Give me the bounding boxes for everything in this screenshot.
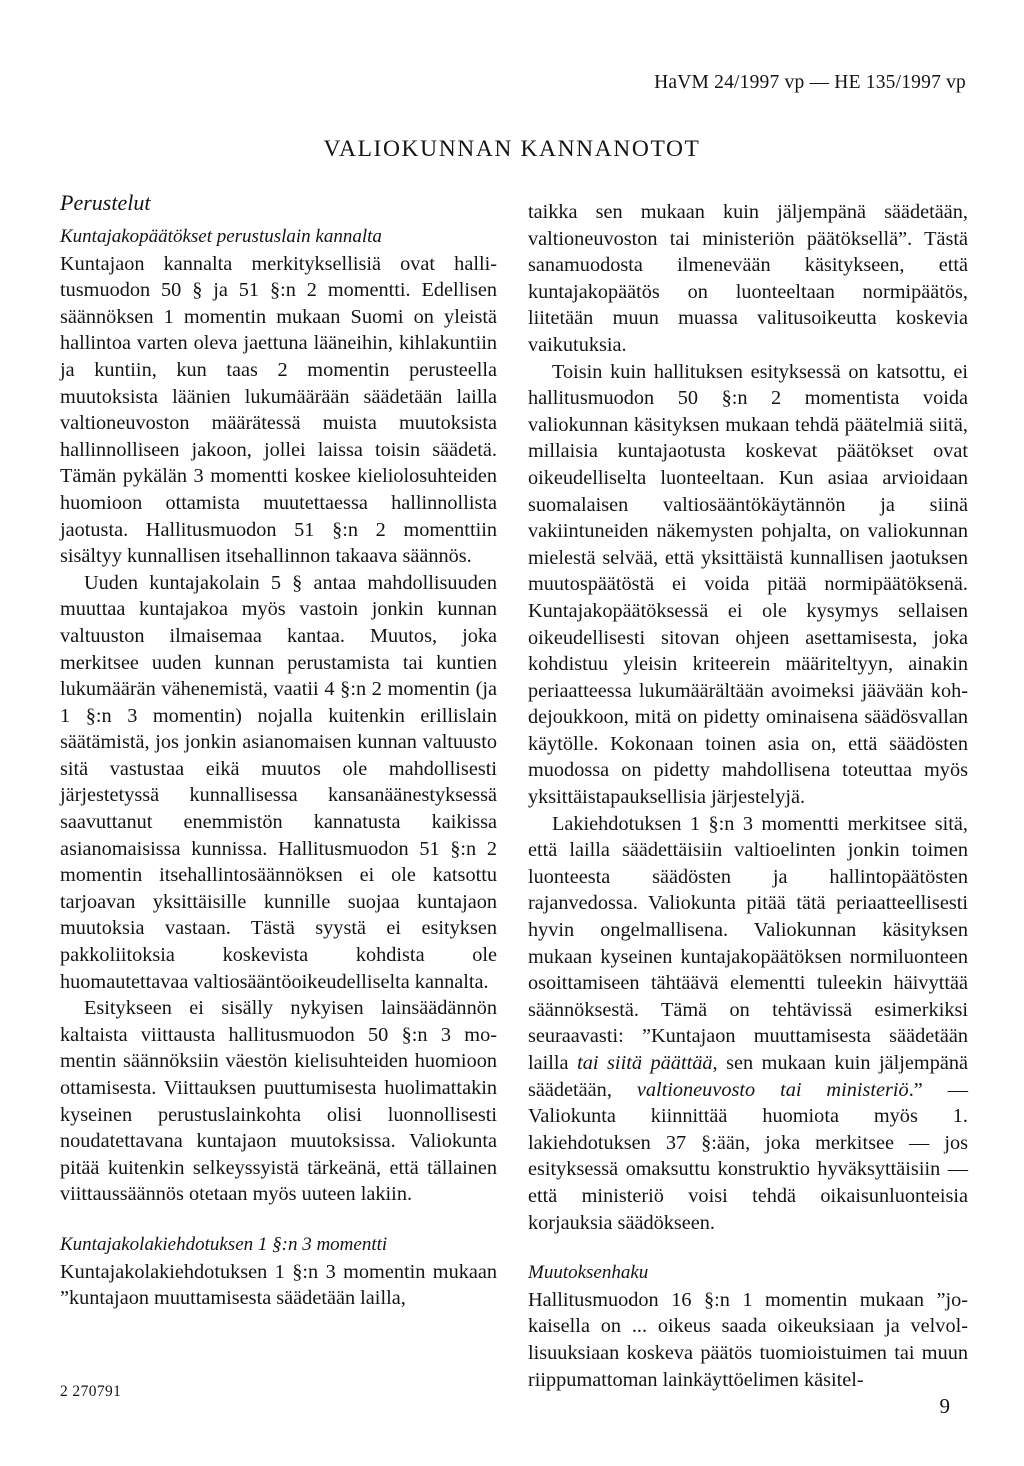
paragraph-3: Esitykseen ei sisälly nykyisen lainsäädännön kaltaista viittausta hallitusmuodon 50 §:n 3 momentin säännöksiin väestön kielisuhteiden huomioon ottamisesta. Viittauksen puuttumisesta huolimattakin kyseinen perustuslainkohta olisi luonnollisesti noudatettavana kuntajaon muutoksissa. Valiokunta pitää kuitenkin selkeyssyistä tärkeänä, että tällainen viittaussäännös otetaan myös uuteen lakiin.	[60, 997, 497, 1206]
paragraph-7	[528, 811, 968, 1237]
right-column	[528, 199, 968, 1393]
subheading-kuntajakopaatokset: Kuntajakopäätökset perustuslain kannalta	[60, 226, 382, 247]
subheading-kuntajakolakiehdotus: Kuntajakolakiehdotuksen 1 §:n 3 momentti	[60, 1233, 388, 1255]
paragraph-6: Toisin kuin hallituksen esityksessä on katsottu, ei hallitusmuodon 50 §:n 2 momentista voida valiokunnan käsityksen mukaan tehdä päätelmiä siitä, millaisia kuntajaotusta koskevat päätökset ovat oikeudelliselta luonteeltaan. Kun asiaa arvioidaan suomalaisen valtiosääntökäytännön ja siinä vakiintuneiden näkemysten pohjalta, on valiokunnan mielestä selvää, että yksittäistä kunnallisen jaotuksen muutospäätöstä ei voida pitää normipäätöksenä. Kuntajakopäätöksessä ei ole kysymys sellaisen oikeudellisesti sitovan ohjeen asettamisesta, joka kohdistuu yleisin kriteerein määriteltyyn, ainakin periaatteessa lukumäärältään avoimeksi jäävään kohdejoukkoon, mitä on pidetty ominaisena säädösvallan käytölle. Kokonaan toinen asia on, että säädösten muodossa on pidetty mahdollisena toteuttaa myös yksittäistapauksellisia järjestelyjä.	[528, 360, 968, 809]
paragraph-7-text-a: Lakiehdotuksen 1 §:n 3 momentti merkitsee sitä, että lailla säädettäisiin valtioelinten jonkin toimen luonteesta säädösten ja hallintopäätösten rajanvedossa. Valiokunta pitää tätä periaatteellisesti hyvin ongelmallisena. Valiokunnan käsityksen mukaan kyseinen kuntajakopäätöksen normiluonteen osoittamiseen tähtäävä elementti tuleekin häivyttää säännöksestä. Tämä on tehtävissä esimerkiksi seuraavasti: ”Kuntajaon muuttamisesta säädetään lailla	[528, 812, 968, 1074]
section-title-perustelut: Perustelut	[60, 190, 151, 215]
paragraph-7-text-c: .” — Valiokunta kiinnittää huomiota myös 1. lakiehdotuksen 37 §:ään, joka merkitsee — jos esityksessä omaksuttu konstruktio hyväksyttäisiin — että ministeriö voisi tehdä oikaisunluonteisia korjauksia säädökseen.	[528, 1078, 968, 1234]
footer-code: 2 270791	[60, 1383, 122, 1400]
main-heading: VALIOKUNNAN KANNANOTOT	[323, 136, 701, 162]
left-column	[60, 190, 497, 1312]
paragraph-4: Kuntajakolakiehdotuksen 1 §:n 3 momentin mukaan ”kuntajaon muuttamisesta säädetään lailla,	[60, 1260, 497, 1310]
subheading-muutoksenhaku: Muutoksenhaku	[528, 1262, 649, 1284]
paragraph-7-text-b: , sen mukaan kuin jäljempänä säädetään,	[528, 1052, 968, 1101]
paragraph-7-italic-b: valtioneuvosto tai ministeriö	[636, 1078, 909, 1101]
paragraph-7-italic-a: tai siitä päättää	[577, 1052, 713, 1074]
paragraph-2: Uuden kuntajakolain 5 § antaa mahdollisuuden muuttaa kuntajakoa myös vastoin jonkin kunnan valtuuston ilmaisemaa kantaa. Muutos, joka merkitsee uuden kunnan perustamista tai kuntien lukumäärän vähenemistä, vaatii 4 §:n 2 momentin (ja 1 §:n 3 momentin) nojalla kuitenkin erillislain säätämistä, jos jonkin asianomaisen kunnan valtuusto sitä vastustaa eikä muutos ole mahdollisesti järjestetyssä kunnallisessa kansanäänestyksessä saavuttanut enemmistön kannatusta kaikissa asianomaisissa kunnissa. Hallitusmuodon 51 §:n 2 momentin itsehallintosäännöksen ei ole katsottu tarjoavan yksittäisille kunnille suojaa kuntajaon muutoksia vastaan. Tästä syystä ei esityksen pakkoliitoksia koskevista kohdista ole huomautettavaa valtiosääntöoikeudelliselta kannalta.	[60, 571, 497, 993]
page-number: 9	[939, 1394, 950, 1418]
paragraph-5: taikka sen mukaan kuin jäljempänä säädetään, valtioneuvoston tai ministeriön päätöksellä”. Tästä sanamuodosta ilmenevään käsitykseen, että kuntajakopäätös on luonteeltaan normipäätös, liitetään muun muassa valitusoikeutta koskevia vaikutuksia.	[528, 201, 968, 356]
paragraph-8: Hallitusmuodon 16 §:n 1 momentin mukaan ”jokaisella on ... oikeus saada oikeuksiaan ja velvollisuuksiaan koskeva päätös tuomioistuimen tai muun riippumattoman lainkäyttöelimen käsitel-	[528, 1288, 968, 1391]
running-header: HaVM 24/1997 vp — HE 135/1997 vp	[654, 72, 966, 93]
paragraph-1: Kuntajaon kannalta merkityksellisiä ovat hallitusmuodon 50 § ja 51 §:n 2 momentti. Edellisen säännöksen 1 momentin mukaan Suomi on yleistä hallintoa varten oleva jaettuna lääneihin, kihlakuntiin ja kuntiin, kun taas 2 momentin perusteella muutoksista läänien lukumäärään säädetään lailla valtioneuvoston määrätessä muista muutoksista hallinnolliseen jakoon, jollei laissa toisin säädetä. Tämän pykälän 3 momentti koskee kieliolosuhteiden huomioon ottamista muutettaessa hallinnollista jaotusta. Hallitusmuodon 51 §:n 2 momenttiin sisältyy kunnallisen itsehallinnon takaava säännös.	[60, 252, 497, 568]
